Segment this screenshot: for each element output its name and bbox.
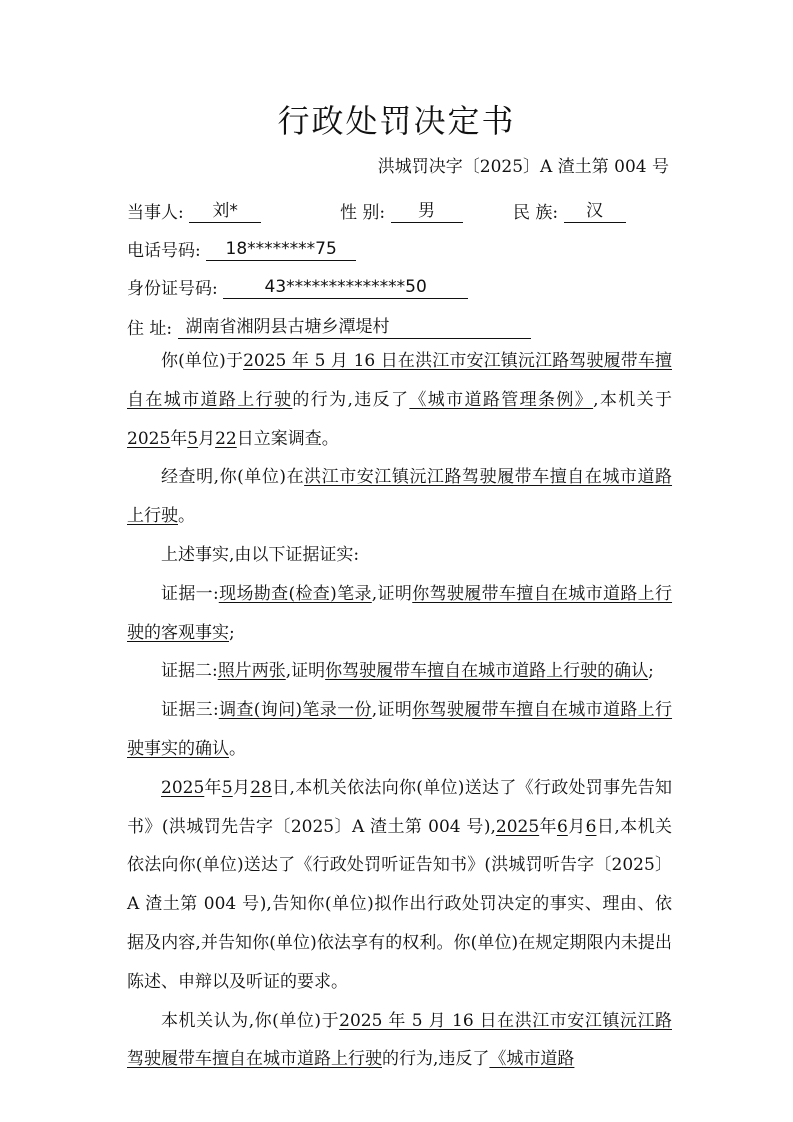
- address-value: 湖南省湘阴县古塘乡潭堤村: [178, 316, 531, 339]
- underlined-text: 2025: [127, 428, 171, 449]
- gender-label: 性 别:: [340, 203, 386, 223]
- ethnicity-field: [513, 198, 626, 223]
- paragraph-case-filing: [127, 342, 672, 458]
- phone-label: 电话号码:: [127, 241, 201, 261]
- text: 证据二:: [161, 661, 218, 682]
- id-label: 身份证号码:: [127, 279, 218, 299]
- id-field: [127, 274, 468, 299]
- underlined-text: 6: [556, 816, 568, 837]
- underlined-text: 2025: [161, 777, 205, 798]
- gender-field: [340, 198, 463, 223]
- gender-value: 男: [391, 200, 463, 223]
- paragraph-evidence-2: [127, 652, 672, 691]
- text: ,证明: [371, 583, 413, 604]
- paragraph-evidence-1: [127, 575, 672, 653]
- address-field: [127, 314, 531, 339]
- text: 本机关认为,你(单位)于: [161, 1010, 340, 1031]
- underlined-text: 5: [187, 428, 199, 449]
- text: ,本机关于: [593, 389, 673, 410]
- text: 月: [567, 816, 586, 837]
- text: 证据一:: [161, 583, 219, 604]
- underlined-text: 5: [221, 777, 233, 798]
- text: ;: [648, 661, 654, 682]
- text: 月: [198, 428, 216, 449]
- paragraph-evidence-intro: 上述事实,由以下证据证实:: [161, 544, 360, 565]
- underlined-text: 2025 年 5 月 16 日在洪江市安江镇沅江路驾驶履带车擅自在城市道路上行驶: [127, 1010, 672, 1070]
- party-name-value: 刘*: [189, 200, 261, 223]
- underlined-text: 28: [250, 777, 272, 798]
- underlined-text: 调查(询问)笔录一份: [218, 700, 372, 721]
- text: 你(单位)于: [161, 351, 244, 371]
- underlined-text: 2025: [495, 816, 540, 837]
- text: 年: [204, 777, 222, 798]
- text: 证据三:: [161, 700, 219, 721]
- phone-field: [127, 236, 356, 261]
- text: 日立案调查。: [236, 428, 339, 449]
- underlined-text: 洪江市安江镇沅江路驾驶履带车擅自在城市道路上行驶: [127, 467, 673, 527]
- text: 日,本机关依法向你(单位)送达了《行政处罚听证告知书》(洪城罚听告字〔2025〕A 渣土第 004 号),告知你(单位)拟作出行政处罚决定的事实、理由、依据及内容,并告知你(单位)依法享有的权利。你(单位)在规定期限内未提出陈述、申辩以及听证的要求。: [127, 816, 672, 992]
- text: 月: [232, 777, 251, 798]
- underlined-text: 你驾驶履带车擅自在城市道路上行驶的确认: [325, 661, 649, 682]
- paragraph-findings: [127, 458, 672, 536]
- ethnicity-value: 汉: [564, 200, 626, 223]
- paragraph-evidence-3: [127, 691, 672, 769]
- text: 日,本机关依法向你(单位)送达了《行政处罚事先告知书》(洪城罚先告字〔2025〕A 渣土第 004 号),: [127, 777, 672, 837]
- document-number: 洪城罚决字〔2025〕A 渣土第 004 号: [377, 157, 669, 177]
- ethnicity-label: 民 族:: [513, 203, 559, 223]
- underlined-text: 照片两张: [217, 661, 286, 682]
- party-name-label: 当事人:: [127, 203, 184, 223]
- text: 。: [178, 506, 195, 527]
- underlined-text: 《城市道路管理条例》: [409, 389, 594, 410]
- text: 的行为,违反了: [382, 1049, 490, 1070]
- underlined-text: 2025 年 5 月 16 日在洪江市安江镇沅江路驾驶履带车擅自在城市道路上行驶: [127, 351, 672, 410]
- text: 经查明,你(单位)在: [161, 467, 305, 488]
- id-value: 43**************50: [223, 276, 468, 299]
- text: 。: [229, 738, 246, 759]
- phone-value: 18********75: [206, 238, 356, 261]
- paragraph-notices: [127, 769, 672, 1002]
- address-label: 住 址:: [127, 319, 173, 339]
- text: 年: [539, 816, 557, 837]
- text: ,证明: [371, 700, 413, 721]
- party-name-field: [127, 198, 261, 223]
- paragraph-conclusion: [127, 1002, 672, 1080]
- text: ,证明: [285, 661, 326, 682]
- text: ;: [229, 622, 235, 643]
- underlined-text: 你驾驶履带车擅自在城市道路上行驶的客观事实: [127, 583, 673, 643]
- document-body: [127, 342, 672, 1079]
- document-title: 行政处罚决定书: [277, 102, 516, 140]
- underlined-text: 22: [215, 428, 237, 449]
- underlined-text: 你驾驶履带车擅自在城市道路上行驶事实的确认: [127, 700, 673, 759]
- text: 的行为,违反了: [292, 389, 410, 410]
- underlined-text: 6: [585, 816, 597, 837]
- text: 年: [170, 428, 188, 449]
- underlined-text: 现场勘查(检查)笔录: [218, 583, 372, 604]
- underlined-text: 《城市道路: [489, 1049, 575, 1070]
